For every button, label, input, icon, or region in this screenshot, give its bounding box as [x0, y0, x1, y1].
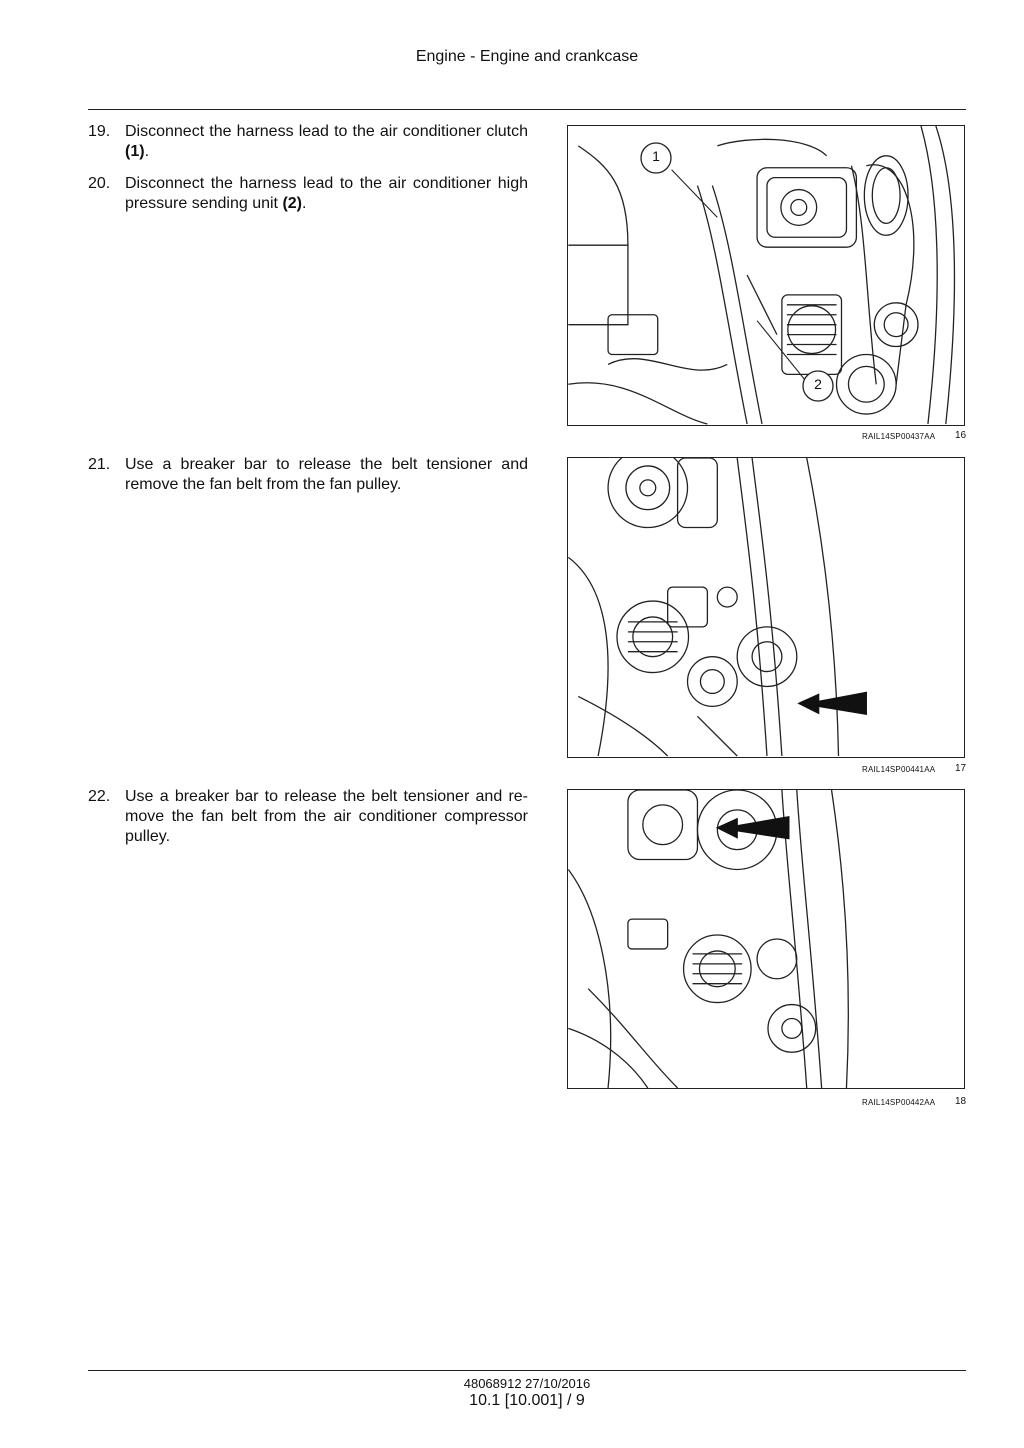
- step-text: Disconnect the harness lead to the air conditioner clutch (1).: [125, 123, 528, 160]
- footer-document-info: 48068912 27/10/2016: [463, 1376, 591, 1391]
- page-header-title: Engine - Engine and crankcase: [415, 48, 639, 65]
- figure-16-callouts: [567, 125, 965, 426]
- figure-ref-code: RAIL14SP00441AA: [862, 765, 936, 774]
- step-text: Disconnect the harness lead to the air conditioner high pressure sending unit (2).: [125, 175, 528, 212]
- figure-number: 17: [955, 763, 967, 774]
- step-19: [88, 122, 528, 162]
- step-text: Use a breaker bar to release the belt tensioner and re-move the fan belt from the air conditioner compressor pulley.: [125, 788, 528, 845]
- footer-rule: [88, 1370, 966, 1371]
- step-number: 19.: [88, 123, 111, 140]
- figure-17-engine-illustration: [567, 457, 965, 758]
- step-number: 21.: [88, 456, 111, 473]
- figure-ref-code: RAIL14SP00442AA: [862, 1098, 936, 1107]
- step-text: Use a breaker bar to release the belt tensioner and remove the fan belt from the fan pulley.: [125, 456, 528, 493]
- callout-ref: (1): [125, 143, 145, 160]
- header-rule: [88, 109, 966, 110]
- step-number: 22.: [88, 788, 111, 805]
- step-number: 20.: [88, 175, 111, 192]
- callout-ref: (2): [282, 195, 302, 212]
- step-22: [88, 787, 528, 847]
- callout-2-label: 2: [814, 376, 822, 392]
- figure-ref-code: RAIL14SP00437AA: [862, 432, 936, 441]
- figure-number: 18: [955, 1096, 967, 1107]
- figure-number: 16: [955, 430, 967, 441]
- callout-1-label: 1: [652, 148, 660, 164]
- footer-page-number: 10.1 [10.001] / 9: [469, 1392, 585, 1409]
- step-21: [88, 455, 528, 495]
- figure-18-engine-illustration: [567, 789, 965, 1089]
- step-20: [88, 174, 528, 214]
